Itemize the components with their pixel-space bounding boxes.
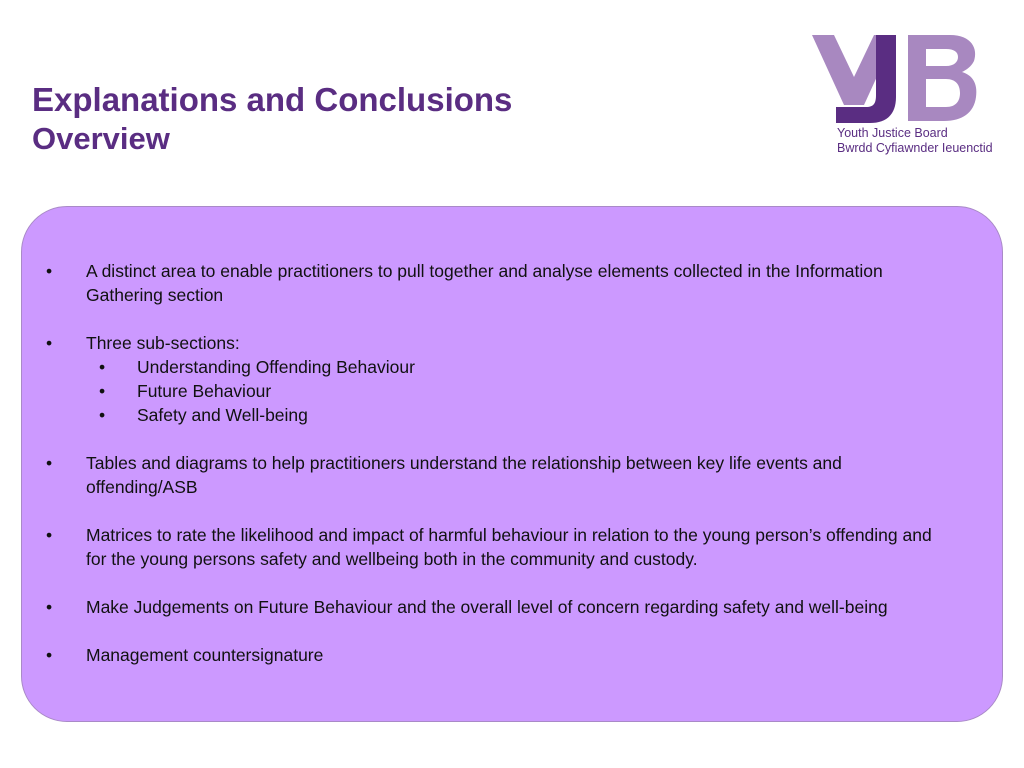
sub-bullet-item <box>22 403 1002 427</box>
content-panel <box>21 206 1003 722</box>
logo-line-welsh: Bwrdd Cyfiawnder Ieuenctid <box>837 141 993 155</box>
bullet-marker: • <box>46 597 53 617</box>
sub-bullet-marker: • <box>99 405 106 425</box>
bullet-marker: • <box>46 525 53 545</box>
bullet-marker: • <box>46 261 53 281</box>
bullet-item <box>22 595 1002 619</box>
logo-line-english: Youth Justice Board <box>837 126 948 140</box>
sub-bullet-marker: • <box>99 357 106 377</box>
bullet-text: Management countersignature <box>86 645 324 665</box>
bullet-item <box>22 331 1002 355</box>
bullet-text: Three sub-sections: <box>86 333 240 353</box>
bullet-marker: • <box>46 453 53 473</box>
bullet-text: Tables and diagrams to help practitioners understand the relationship between key life events and offending/ASB <box>86 453 842 497</box>
logo-caption <box>837 126 993 156</box>
bullet-text: A distinct area to enable practitioners to pull together and analyse elements collected in the Information Gathering section <box>86 261 883 305</box>
bullet-text: Matrices to rate the likelihood and impact of harmful behaviour in relation to the young person’s offending and for the young persons safety and wellbeing both in the community and custody. <box>86 525 932 569</box>
bullet-item <box>22 451 1002 499</box>
title-line-2: Overview <box>32 121 170 156</box>
bullet-text: Make Judgements on Future Behaviour and the overall level of concern regarding safety and well-being <box>86 597 888 617</box>
bullet-item <box>22 259 1002 307</box>
title-line-1: Explanations and Conclusions <box>32 81 513 118</box>
bullet-list <box>22 259 1002 667</box>
yjb-monogram-icon <box>812 33 1012 128</box>
sub-bullet-marker: • <box>99 381 106 401</box>
sub-bullet-text: Safety and Well-being <box>137 405 308 425</box>
bullet-marker: • <box>46 333 53 353</box>
sub-bullet-item <box>22 355 1002 379</box>
sub-bullet-text: Understanding Offending Behaviour <box>137 357 415 377</box>
bullet-item <box>22 523 1002 571</box>
sub-bullet-item <box>22 379 1002 403</box>
slide-title <box>32 80 512 158</box>
bullet-marker: • <box>46 645 53 665</box>
sub-bullet-text: Future Behaviour <box>137 381 272 401</box>
bullet-item <box>22 643 1002 667</box>
